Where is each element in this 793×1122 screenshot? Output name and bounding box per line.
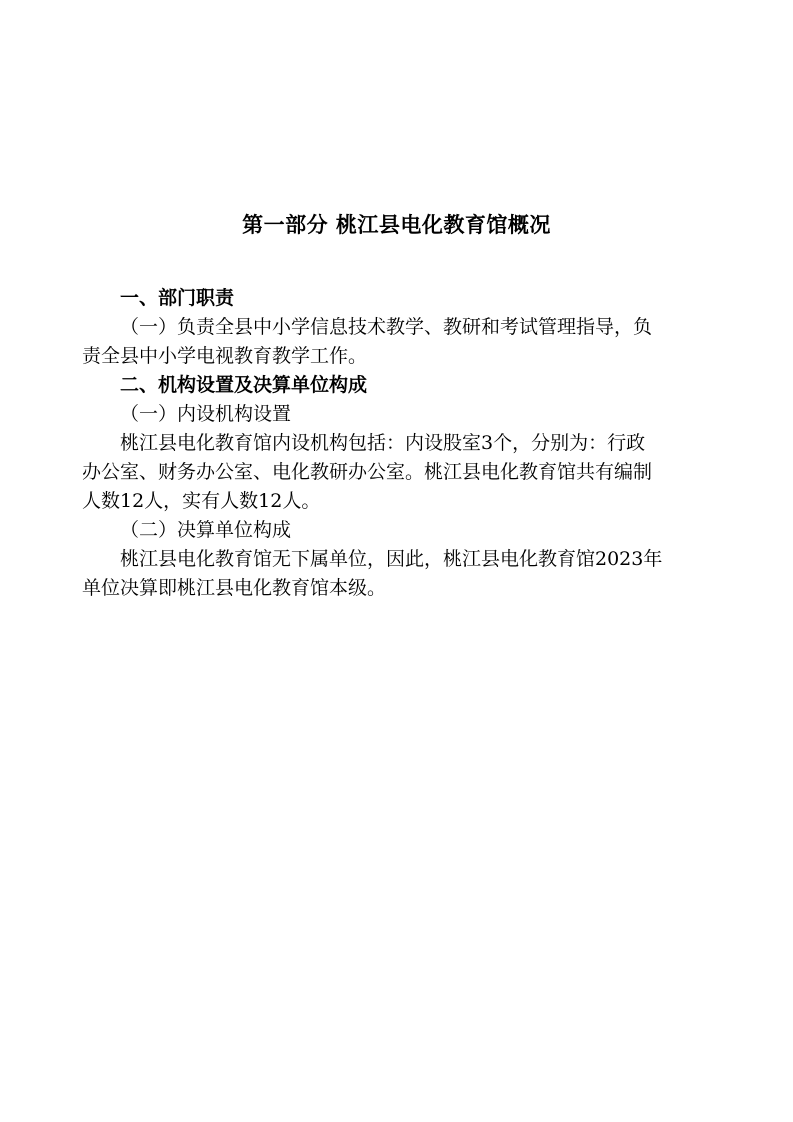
document-body — [82, 284, 714, 603]
section-heading-duties: 一、部门职责 — [120, 287, 235, 309]
paragraph-line: 桃江县电化教育馆无下属单位，因此，桃江县电化教育馆2023年 — [120, 548, 663, 570]
page-title: 第一部分 桃江县电化教育馆概况 — [242, 213, 551, 237]
paragraph-line: 单位决算即桃江县电化教育馆本级。 — [82, 577, 387, 599]
paragraph-line: 人数12人，实有人数12人。 — [82, 490, 321, 512]
subsection-heading-internal: （一）内设机构设置 — [120, 403, 292, 425]
subsection-heading-units: （二）决算单位构成 — [120, 519, 292, 541]
paragraph-line: 桃江县电化教育馆内设机构包括：内设股室3个，分别为：行政 — [120, 432, 646, 454]
paragraph-line: 责全县中小学电视教育教学工作。 — [82, 345, 368, 367]
paragraph-line: （一）负责全县中小学信息技术教学、教研和考试管理指导，负 — [120, 316, 653, 338]
paragraph-line: 办公室、财务办公室、电化教研办公室。桃江县电化教育馆共有编制 — [82, 461, 653, 483]
section-heading-organization: 二、机构设置及决算单位构成 — [120, 374, 368, 396]
